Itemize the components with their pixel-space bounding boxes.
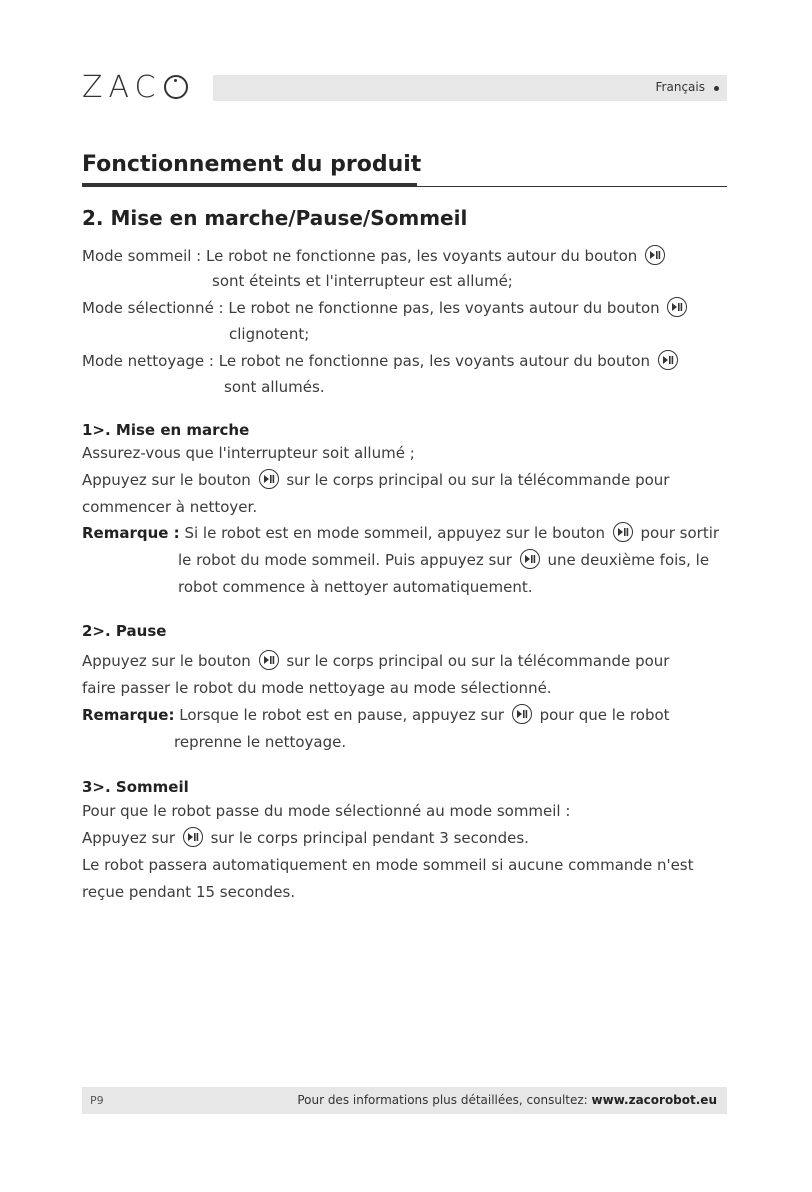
play-pause-icon: [645, 245, 665, 265]
mode-nettoyage-cont: sont allumés.: [224, 378, 325, 396]
marche-line-1: Assurez-vous que l'interrupteur soit allumé ;: [82, 444, 415, 462]
play-pause-icon: [183, 827, 203, 847]
logo-text: ZAC: [82, 69, 162, 105]
sommeil-line-2: [82, 828, 529, 849]
marche-line-2b: sur le corps principal ou sur la télécommande pour: [286, 471, 670, 489]
marche-remark-line-3: robot commence à nettoyer automatiquement.: [178, 578, 533, 596]
marche-remark-2a: le robot du mode sommeil. Puis appuyez sur: [178, 551, 512, 569]
title-underline-accent: [82, 183, 417, 186]
marche-line-2a: Appuyez sur le bouton: [82, 471, 251, 489]
play-pause-icon: [520, 549, 540, 569]
heading-mise-en-marche: 1>. Mise en marche: [82, 421, 250, 439]
mode-sommeil-text: Mode sommeil : Le robot ne fonctionne pas, les voyants autour du bouton: [82, 247, 638, 265]
marche-remark-line-1: [82, 523, 719, 544]
sommeil-line-1: Pour que le robot passe du mode sélectionné au mode sommeil :: [82, 802, 571, 820]
heading-pause: 2>. Pause: [82, 622, 167, 640]
remark-label: Remarque:: [82, 706, 175, 724]
bullet-icon: [714, 86, 719, 91]
pause-line-1b: sur le corps principal ou sur la télécommande pour: [286, 652, 670, 670]
heading-sommeil: 3>. Sommeil: [82, 778, 189, 796]
play-pause-icon: [259, 650, 279, 670]
mode-nettoyage-line: [82, 351, 681, 372]
marche-line-2: [82, 470, 669, 491]
mode-selection-cont: clignotent;: [229, 325, 310, 343]
footer-info-text: Pour des informations plus détaillées, consultez:: [297, 1093, 588, 1107]
mode-sommeil-line: [82, 246, 668, 267]
marche-remark-1a: Si le robot est en mode sommeil, appuyez sur le bouton: [184, 524, 605, 542]
mode-sommeil-cont: sont éteints et l'interrupteur est allumé;: [212, 272, 513, 290]
title-underline: [82, 186, 727, 187]
marche-remark-1b: pour sortir: [640, 524, 720, 542]
language-label: Français: [655, 80, 705, 94]
play-pause-icon: [613, 522, 633, 542]
website-link[interactable]: www.zacorobot.eu: [591, 1093, 717, 1107]
subsection-title: 2. Mise en marche/Pause/Sommeil: [82, 206, 468, 230]
footer-bar: [82, 1087, 727, 1114]
marche-line-3: commencer à nettoyer.: [82, 498, 258, 516]
play-pause-icon: [259, 469, 279, 489]
pause-remark-1a: Lorsque le robot est en pause, appuyez sur: [179, 706, 505, 724]
sommeil-line-2b: sur le corps principal pendant 3 secondes.: [210, 829, 529, 847]
pause-remark-line-1: [82, 705, 670, 726]
remark-label: Remarque :: [82, 524, 180, 542]
marche-remark-2b: une deuxième fois, le: [547, 551, 710, 569]
pause-line-1: [82, 651, 669, 672]
logo-o-mark: [164, 75, 188, 99]
play-pause-icon: [658, 350, 678, 370]
pause-line-1a: Appuyez sur le bouton: [82, 652, 251, 670]
mode-nettoyage-text: Mode nettoyage : Le robot ne fonctionne pas, les voyants autour du bouton: [82, 352, 651, 370]
page-number: P9: [90, 1094, 104, 1107]
play-pause-icon: [512, 704, 532, 724]
mode-selection-text: Mode sélectionné : Le robot ne fonctionne pas, les voyants autour du bouton: [82, 299, 660, 317]
zaco-logo: [82, 70, 188, 104]
pause-line-2: faire passer le robot du mode nettoyage au mode sélectionné.: [82, 679, 552, 697]
sommeil-line-4: reçue pendant 15 secondes.: [82, 883, 296, 901]
footer-info: [297, 1093, 717, 1107]
marche-remark-line-2: [178, 550, 709, 571]
pause-remark-1b: pour que le robot: [539, 706, 670, 724]
language-bar: [213, 75, 727, 101]
sommeil-line-3: Le robot passera automatiquement en mode sommeil si aucune commande n'est: [82, 856, 694, 874]
sommeil-line-2a: Appuyez sur: [82, 829, 176, 847]
mode-selection-line: [82, 298, 690, 319]
section-title: Fonctionnement du produit: [82, 152, 422, 177]
play-pause-icon: [667, 297, 687, 317]
pause-remark-line-2: reprenne le nettoyage.: [174, 733, 347, 751]
